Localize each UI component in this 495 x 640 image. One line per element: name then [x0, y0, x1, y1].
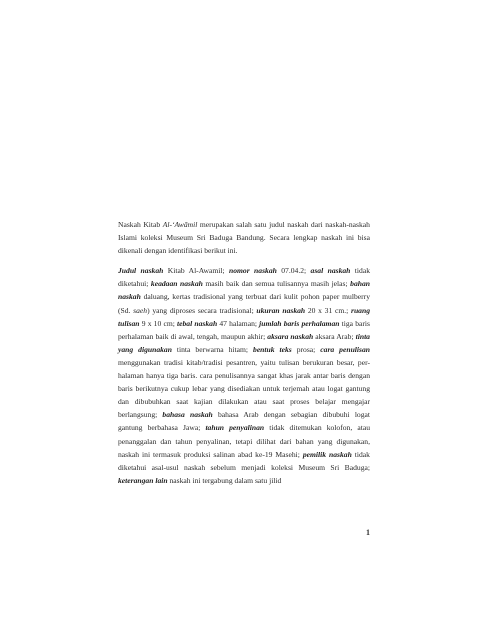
- field-label: bentuk teks: [253, 344, 292, 354]
- field-label: Judul naskah: [118, 266, 164, 276]
- field-value: tidak diketahui;: [118, 266, 370, 289]
- field-value: Kitab Al-Awamil;: [163, 266, 229, 276]
- field-label: keterangan lain: [118, 475, 168, 485]
- field-label: pemilik naskah: [302, 449, 352, 459]
- field-value: prosa;: [291, 344, 321, 354]
- body-text: [118, 218, 370, 494]
- field-value: tidak diketahui asal-usul naskah sebelum menjadi koleksi Museum Sri Baduga;: [118, 449, 370, 472]
- field-value: naskah ini tergabung dalam satu jilid: [167, 475, 282, 485]
- field-label: jumlah baris perhalaman: [259, 318, 340, 328]
- field-label: aksara naskah: [267, 331, 314, 341]
- field-value: 07.04.2;: [276, 266, 311, 276]
- intro-text: merupakan salah satu judul naskah dari naskah-naskah Islami koleksi Museum Sri Baduga Bandung. Secara lengkap naskah ini bisa dikenali dengan identifikasi berikut ini.: [118, 220, 370, 256]
- field-label: tahun penyalinan: [205, 423, 265, 433]
- field-value: tidak ditemukan kolofon, atau penanggalan dan tahun penyalinan, tetapi dilihat dari bahan yang digunakan, naskah ini termasuk produksi salinan abad ke-19 Masehi;: [118, 423, 370, 459]
- field-label: keadaan naskah: [150, 279, 203, 289]
- manuscript-title: Al-‘Awāmil: [162, 220, 198, 229]
- page-number: 1: [366, 528, 370, 537]
- field-value: daluang, kertas tradisional yang terbuat dari kulit pohon paper mulberry (Sd.: [118, 292, 370, 315]
- field-value: 9 x 10 cm;: [139, 318, 178, 328]
- field-value: ) yang diproses secara tradisional;: [147, 305, 257, 315]
- field-label: bahasa naskah: [162, 410, 213, 420]
- field-label: tebal naskah: [177, 318, 218, 328]
- field-label: ukuran naskah: [256, 305, 306, 315]
- field-value: 20 x 31 cm.;: [305, 305, 351, 315]
- field-value: 47 halaman;: [217, 318, 260, 328]
- field-label: asal naskah: [310, 266, 351, 276]
- field-label: cara penulisan: [320, 344, 370, 354]
- field-label: ruang tulisan: [118, 305, 370, 328]
- field-value-italic: saeh: [133, 305, 148, 315]
- field-value: masih baik dan semua tulisannya masih jelas;: [202, 279, 351, 289]
- field-value: tiga baris perhalaman baik di awal, tengah, maupun akhir;: [118, 318, 370, 341]
- field-value: aksara Arab;: [313, 331, 356, 341]
- intro-text: Naskah Kitab: [118, 220, 163, 229]
- intro-paragraph: [118, 218, 370, 257]
- field-value: menggunakan tradisi kitab/tradisi pesantren, yaitu tulisan berukuran besar, per-halaman hanya tiga baris. cara penulisannya sangat khas jarak antar baris dengan baris berikutnya cukup lebar yang disediakan untuk terjemah atau logat gantung dan dibubuhkan saat kajian dilakukan atau saat proses belajar mengajar berlangsung;: [118, 357, 370, 420]
- field-label: nomor naskah: [228, 266, 277, 276]
- field-value: tinta berwarna hitam;: [171, 344, 254, 354]
- field-label: tinta yang digunakan: [118, 331, 370, 354]
- field-value: bahasa Arab dengan sebagian dibubuhi logat gantung berbahasa Jawa;: [118, 410, 371, 433]
- field-label: bahan naskah: [118, 279, 370, 302]
- identification-paragraph: [118, 264, 370, 487]
